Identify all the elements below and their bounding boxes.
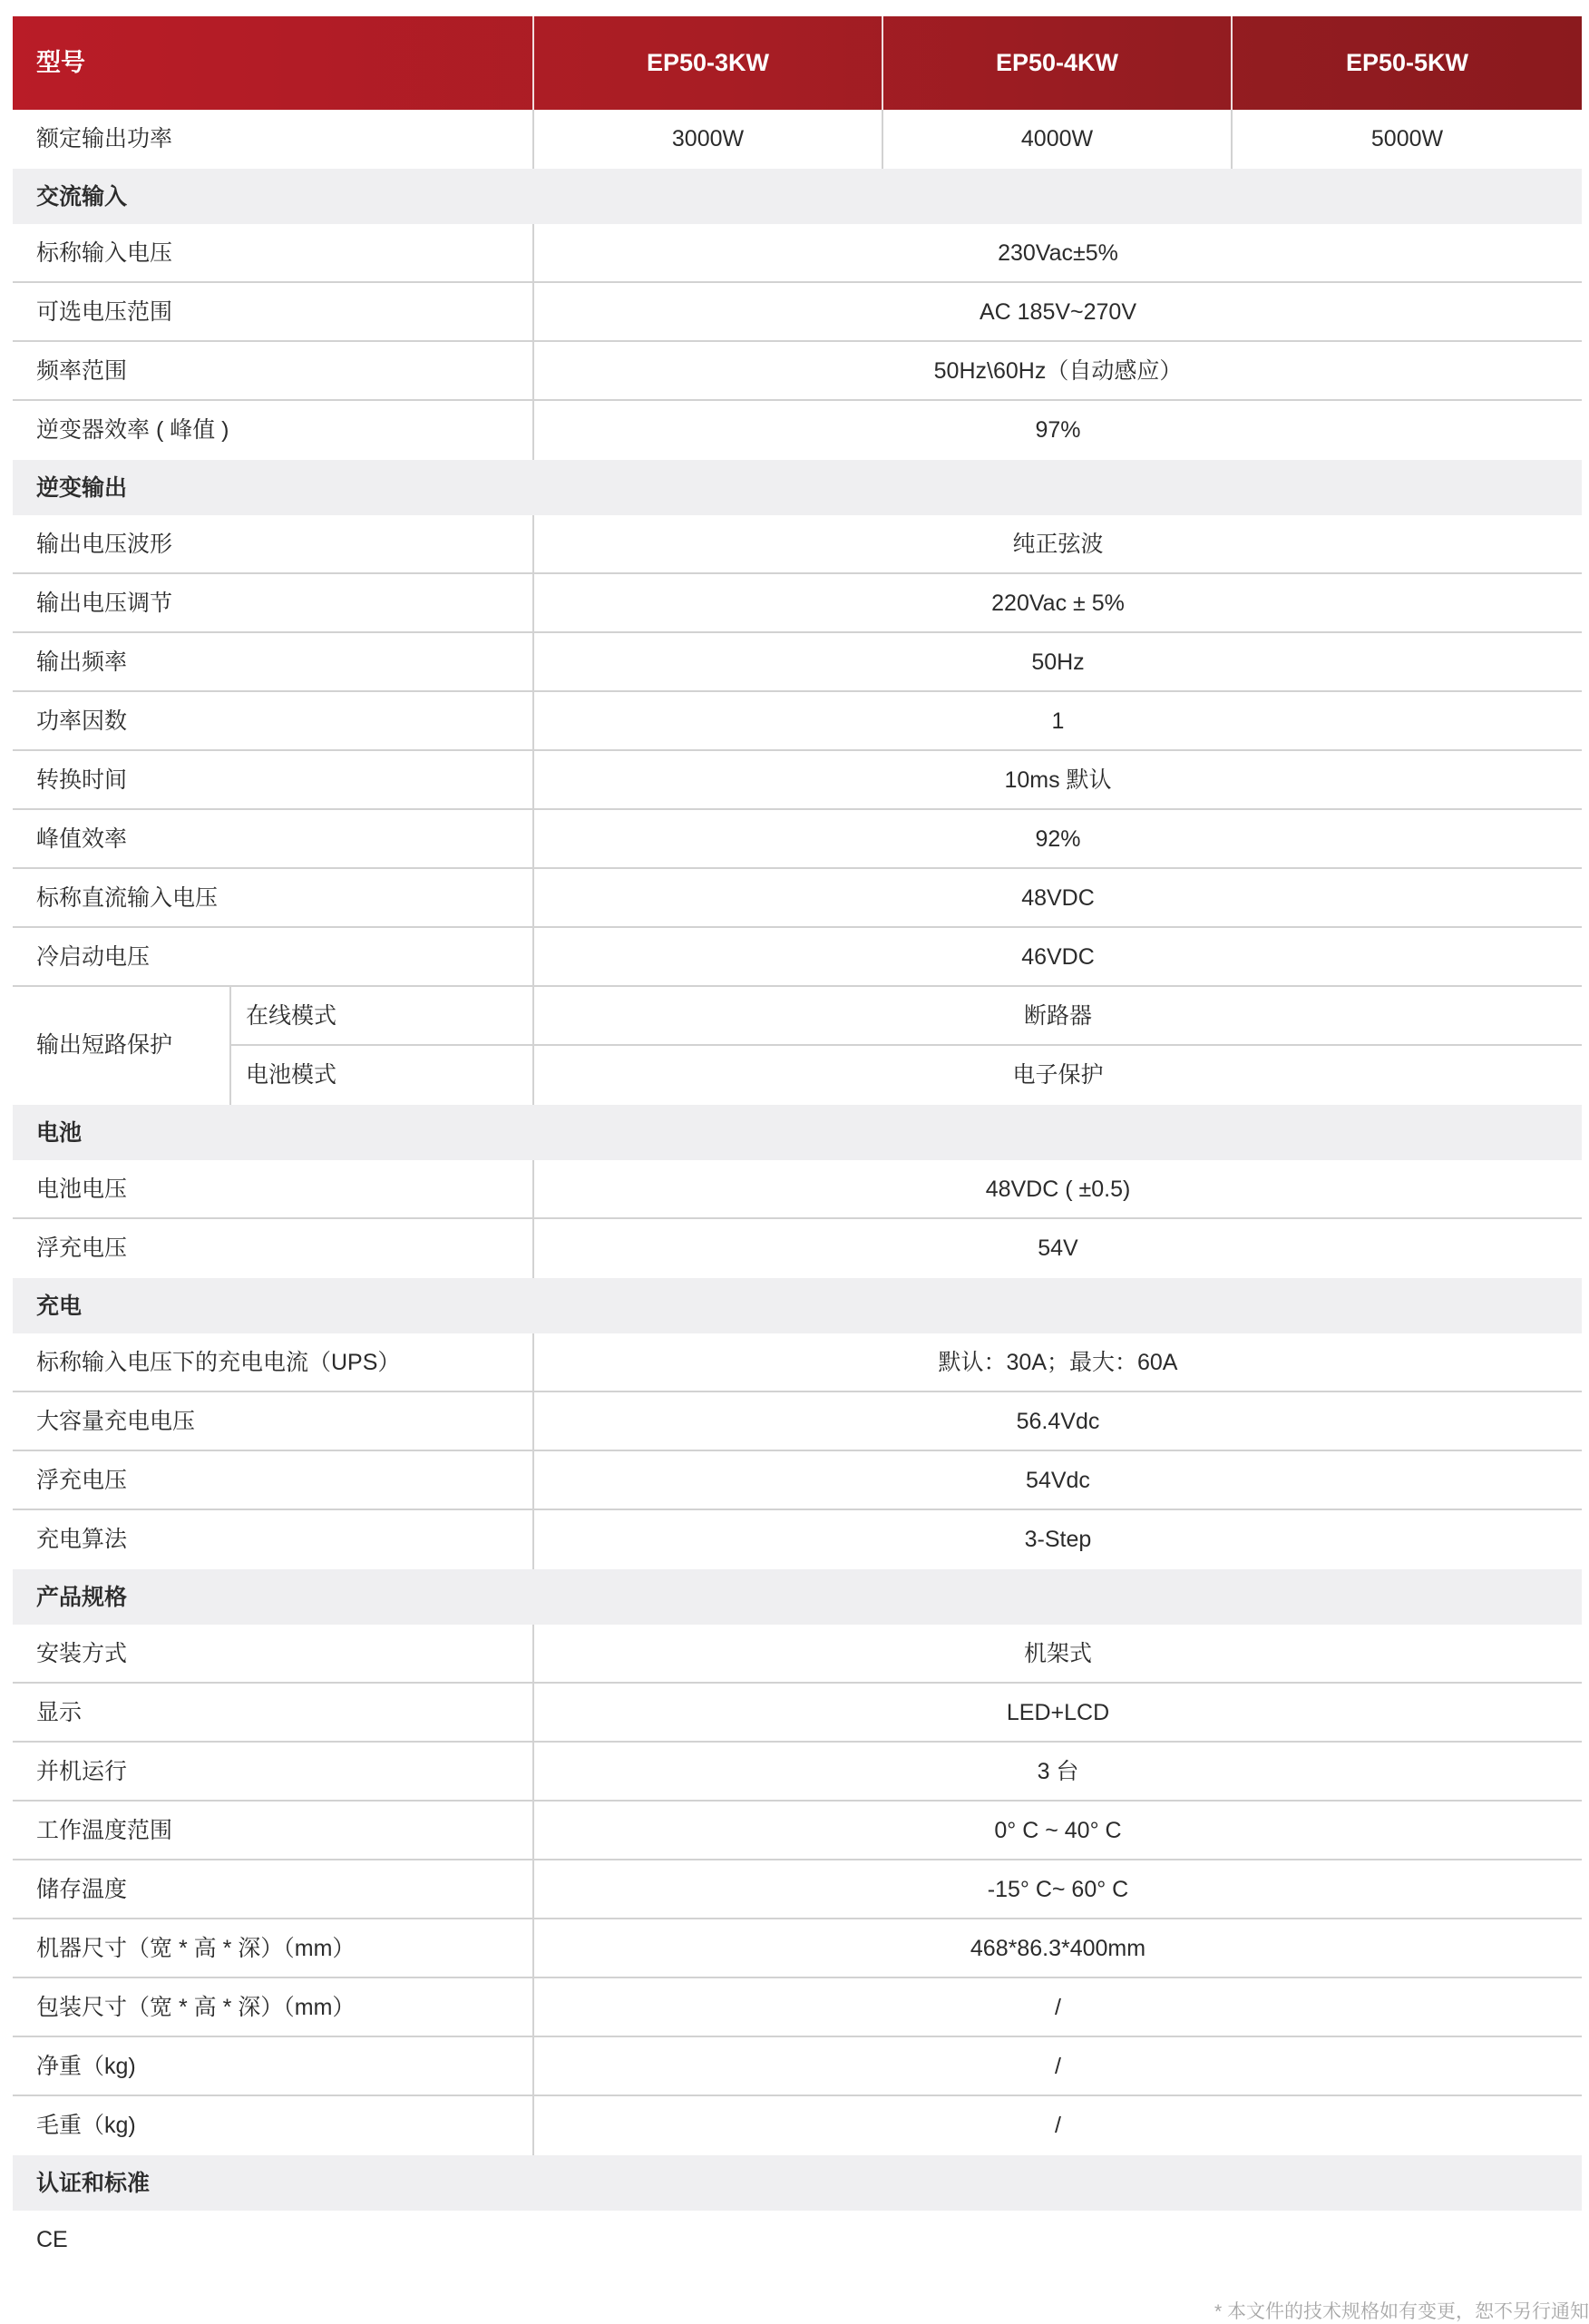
table-row [13, 750, 1582, 809]
short-circuit-row-online [13, 986, 1582, 1045]
rated-power-5kw: 5000W [1232, 110, 1582, 168]
row-value: 92% [533, 809, 1582, 868]
short-circuit-label: 输出短路保护 [13, 986, 230, 1104]
table-row [13, 1742, 1582, 1801]
section-battery [13, 1104, 1582, 1160]
row-value: 3-Step [533, 1509, 1582, 1568]
row-label: 工作温度范围 [13, 1801, 533, 1860]
row-value: 48VDC ( ±0.5) [533, 1160, 1582, 1218]
table-row [13, 1333, 1582, 1391]
row-value: 97% [533, 400, 1582, 459]
table-row [13, 691, 1582, 750]
row-label: 功率因数 [13, 691, 533, 750]
table-row [13, 573, 1582, 632]
footnote: * 本文件的技术规格如有变更，恕不另行通知 [1214, 2301, 1589, 2322]
table-row [13, 1977, 1582, 2036]
table-row [13, 400, 1582, 459]
section-title: 交流输入 [13, 168, 1582, 224]
table-row [13, 2095, 1582, 2154]
short-circuit-mode-label: 在线模式 [230, 986, 533, 1045]
row-value: 纯正弦波 [533, 515, 1582, 573]
section-inverter-output [13, 459, 1582, 515]
row-value: 0° C ~ 40° C [533, 1801, 1582, 1860]
row-label: 标称直流输入电压 [13, 868, 533, 927]
table-row [13, 632, 1582, 691]
table-row [13, 1801, 1582, 1860]
short-circuit-row-battery [13, 1045, 1582, 1104]
row-value: 48VDC [533, 868, 1582, 927]
row-value: / [533, 1977, 1582, 2036]
row-value: 1 [533, 691, 1582, 750]
row-value: 230Vac±5% [533, 224, 1582, 282]
row-label: 浮充电压 [13, 1218, 533, 1277]
rated-power-4kw: 4000W [882, 110, 1232, 168]
row-value: LED+LCD [533, 1683, 1582, 1742]
section-title: 产品规格 [13, 1568, 1582, 1625]
table-row [13, 1625, 1582, 1683]
row-value: / [533, 2036, 1582, 2095]
row-label: 输出电压波形 [36, 531, 173, 557]
table-row [13, 1509, 1582, 1568]
row-label: 并机运行 [13, 1742, 533, 1801]
table-row [13, 341, 1582, 400]
section-charging [13, 1277, 1582, 1333]
table-row [13, 1860, 1582, 1919]
row-label: 输出电压调节 [13, 573, 533, 632]
table-row [13, 1450, 1582, 1509]
row-label: 频率范围 [13, 341, 533, 400]
row-label: 机器尺寸（宽 * 高 * 深）（mm） [13, 1919, 533, 1977]
row-label: 可选电压范围 [13, 282, 533, 341]
row-label: 大容量充电电压 [13, 1391, 533, 1450]
table-row [13, 1919, 1582, 1977]
row-value: 46VDC [533, 927, 1582, 986]
spec-sheet [13, 16, 1582, 2268]
table-row [13, 2036, 1582, 2095]
short-circuit-mode-value: 电子保护 [533, 1045, 1582, 1104]
row-label: 毛重（kg) [13, 2095, 533, 2154]
row-label: 冷启动电压 [13, 927, 533, 986]
row-value: 220Vac ± 5% [533, 573, 1582, 632]
table-row [13, 868, 1582, 927]
row-label: 安装方式 [36, 1640, 128, 1666]
row-label: 显示 [13, 1683, 533, 1742]
row-value: / [533, 2095, 1582, 2154]
rated-power-label: 额定输出功率 [36, 125, 173, 151]
section-ac-input [13, 168, 1582, 224]
section-product-spec [13, 1568, 1582, 1625]
row-label: 浮充电压 [13, 1450, 533, 1509]
table-row [13, 927, 1582, 986]
row-label: 输出频率 [13, 632, 533, 691]
certification-value: CE [36, 2226, 68, 2252]
table-row [13, 224, 1582, 282]
row-value: 56.4Vdc [533, 1391, 1582, 1450]
row-label: 储存温度 [13, 1860, 533, 1919]
section-title: 电池 [13, 1104, 1582, 1160]
row-value: 54V [533, 1218, 1582, 1277]
row-label: 包装尺寸（宽 * 高 * 深）（mm） [13, 1977, 533, 2036]
row-value: 机架式 [533, 1625, 1582, 1683]
row-value: AC 185V~270V [533, 282, 1582, 341]
section-title: 认证和标准 [13, 2154, 1582, 2211]
row-label: 标称输入电压 [36, 239, 173, 266]
row-label: 峰值效率 [13, 809, 533, 868]
row-value: 468*86.3*400mm [533, 1919, 1582, 1977]
certification-row [13, 2211, 1582, 2268]
model-header-3kw: EP50-3KW [533, 16, 882, 110]
row-label: 充电算法 [13, 1509, 533, 1568]
row-value: 50Hz [533, 632, 1582, 691]
row-value: 10ms 默认 [533, 750, 1582, 809]
row-label: 净重（kg) [13, 2036, 533, 2095]
table-row [13, 1391, 1582, 1450]
row-value: 默认：30A；最大：60A [533, 1333, 1582, 1391]
table-row [13, 282, 1582, 341]
row-value: 3 台 [533, 1742, 1582, 1801]
table-row [13, 1683, 1582, 1742]
short-circuit-mode-label: 电池模式 [230, 1045, 533, 1104]
short-circuit-mode-value: 断路器 [533, 986, 1582, 1045]
table-row [13, 1160, 1582, 1218]
row-value: 50Hz\60Hz（自动感应） [533, 341, 1582, 400]
row-value: 54Vdc [533, 1450, 1582, 1509]
row-label: 标称输入电压下的充电电流（UPS） [36, 1349, 401, 1375]
row-label: 转换时间 [13, 750, 533, 809]
rated-power-row [13, 110, 1582, 168]
row-label: 电池电压 [36, 1176, 128, 1202]
table-row [13, 1218, 1582, 1277]
table-row [13, 515, 1582, 573]
section-title: 充电 [13, 1277, 1582, 1333]
section-title: 逆变输出 [13, 459, 1582, 515]
model-header-4kw: EP50-4KW [882, 16, 1232, 110]
rated-power-3kw: 3000W [533, 110, 882, 168]
header-row [13, 16, 1582, 110]
section-certification [13, 2154, 1582, 2211]
row-value: -15° C~ 60° C [533, 1860, 1582, 1919]
row-label: 逆变器效率 ( 峰值 ) [13, 400, 533, 459]
model-header-5kw: EP50-5KW [1232, 16, 1582, 110]
model-header-label: 型号 [36, 49, 85, 77]
table-row [13, 809, 1582, 868]
spec-table [13, 16, 1582, 2268]
